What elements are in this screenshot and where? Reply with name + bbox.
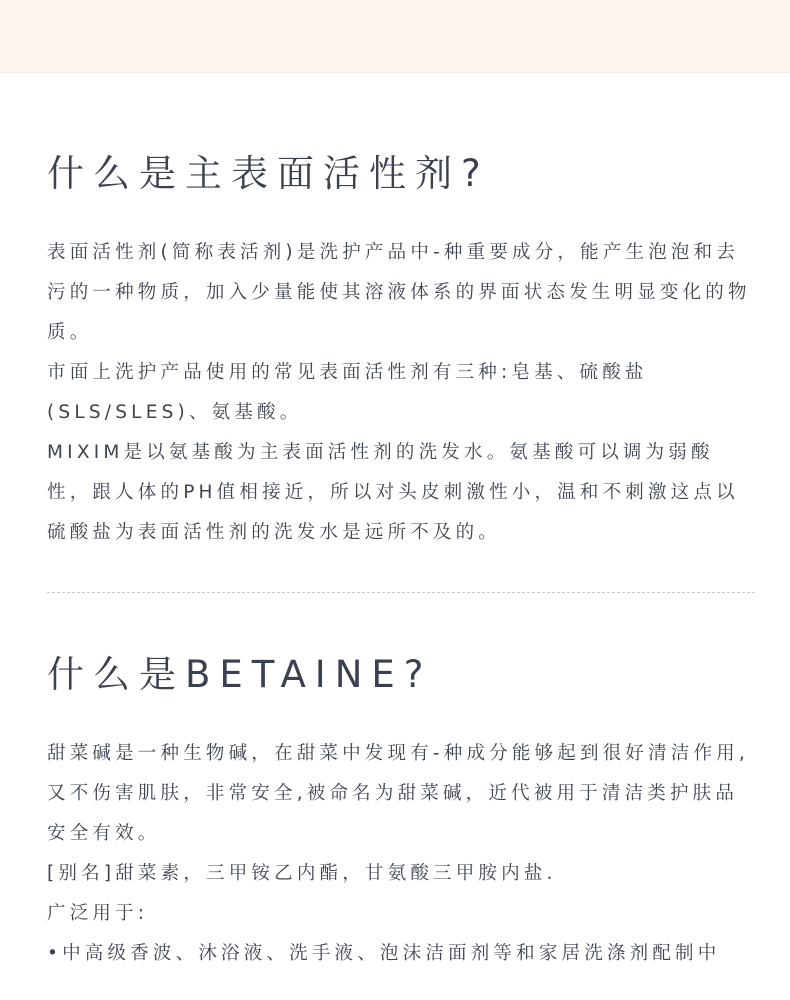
paragraph-mixim-amino-acid: MIXIM是以氨基酸为主表面活性剂的洗发水。氨基酸可以调为弱酸性，跟人体的PH值相接近，所以对头皮刺激性小，温和不刺激这点以硫酸盐为表面活性剂的洗发水是远所不及的。: [47, 442, 739, 543]
paragraph-betaine-alias: [别名]甜菜素，三甲铵乙内酯，甘氨酸三甲胺内盐.: [47, 863, 557, 884]
paragraph-surfactant-types: 市面上洗护产品使用的常见表面活性剂有三种:皂基、硫酸盐(SLS/SLES)、氨基酸。: [47, 362, 648, 423]
section-divider: [47, 592, 755, 593]
section-heading-betaine: 什么是BETAINE?: [47, 653, 433, 696]
section-heading-surfactant: 什么是主表面活性剂?: [47, 152, 490, 195]
paragraph-betaine-uses-label: 广泛用于:: [47, 903, 149, 924]
top-banner-band: [0, 0, 790, 73]
paragraph-surfactant-definition: 表面活性剂(简称表活剂)是洗护产品中-种重要成分，能产生泡泡和去污的一种物质，加入少量能使其溶液体系的界面状态发生明显变化的物质。: [47, 242, 751, 343]
paragraph-betaine-uses-item: •中高级香波、沐浴液、洗手液、泡沫洁面剂等和家居洗涤剂配制中: [47, 943, 721, 964]
paragraph-betaine-definition: 甜菜碱是一种生物碱，在甜菜中发现有-种成分能够起到很好清洁作用,又不伤害肌肤，非常安全,被命名为甜菜碱，近代被用于清洁类护肤品安全有效。: [47, 743, 749, 844]
